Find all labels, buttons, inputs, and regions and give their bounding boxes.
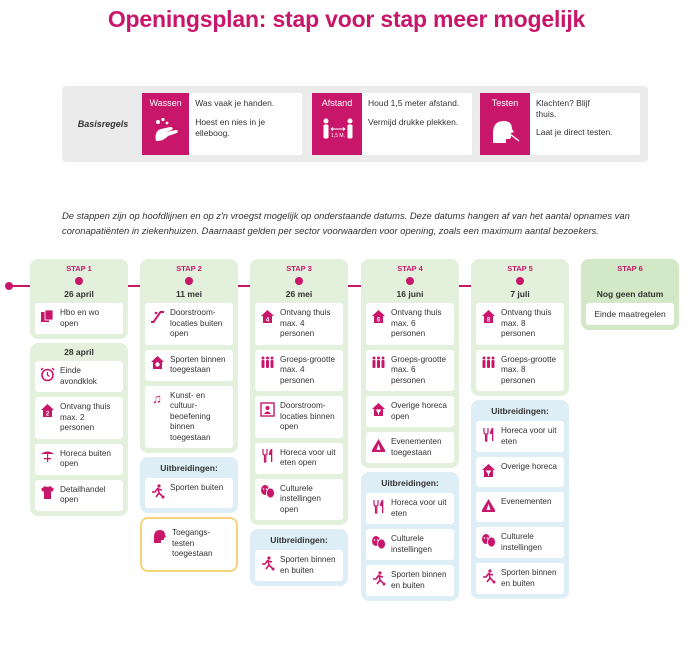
timeline-dot	[406, 277, 414, 285]
svg-text:2: 2	[45, 411, 49, 417]
timeline-dot	[295, 277, 303, 285]
rule-afstand	[312, 93, 472, 155]
intro-text: De stappen zijn op hoofdlijnen en op z'n vroegst mogelijk op onderstaande datums. Deze datums hangen af van het aantal opnames van coronapatiënten in ziekenhuizen. Daarnaast gelden per sector voorwaarden voor opening, zoals een maximum aantal bezoekers.	[62, 210, 630, 236]
escalator-icon	[149, 308, 165, 324]
measure-text: Sporten binnen en buiten	[280, 555, 336, 575]
group-icon	[259, 355, 275, 371]
measure-card	[255, 396, 343, 438]
page-title: Openingsplan: stap voor stap meer mogelijk	[107, 6, 586, 32]
hands-wash-icon	[152, 117, 182, 143]
timeline-dot	[75, 277, 83, 285]
rule-afstand-title: Afstand	[321, 98, 353, 108]
music-icon: ♫	[152, 391, 162, 406]
house-4-icon	[259, 308, 275, 324]
measure-card	[145, 386, 233, 449]
measure-card	[476, 492, 564, 522]
measure-card	[255, 350, 343, 392]
rule-wassen-title: Wassen	[149, 98, 182, 108]
step-3-stage	[250, 259, 348, 525]
rule-wassen-line-2: Hoest en nies in je elleboog.	[195, 117, 266, 138]
measure-card	[476, 457, 564, 487]
measure-card	[145, 478, 233, 508]
masks-icon	[370, 534, 386, 550]
measure-text: Culturele instellingen open	[280, 483, 321, 514]
measure-card	[476, 421, 564, 452]
measure-text: Ontvang thuis max. 6 personen	[391, 308, 442, 338]
step-6-date: Nog geen datum	[596, 289, 664, 299]
tent-icon	[480, 497, 496, 513]
tent-icon	[370, 437, 386, 453]
extensions-label: Uitbreidingen:	[381, 478, 439, 488]
house-6-icon	[370, 308, 386, 324]
measure-card	[255, 550, 343, 581]
measure-card	[476, 350, 564, 392]
measure-card	[366, 432, 454, 463]
timeline-dot	[516, 277, 524, 285]
step-4-stage	[361, 259, 459, 468]
measure-text: Overige horeca	[501, 462, 557, 471]
rule-testen-line-2: Laat je direct testen.	[536, 127, 613, 137]
svg-text:1,5 M.: 1,5 M.	[331, 133, 345, 139]
rule-afstand-line-2: Vermijd drukke plekken.	[368, 117, 459, 127]
step-1-column	[30, 259, 128, 520]
measure-text: Groeps-grootte max. 4 personen	[280, 354, 336, 385]
group-icon	[480, 355, 496, 371]
step-4-column	[361, 259, 459, 605]
step-5-label: STAP 5	[507, 264, 533, 273]
step-2-label: STAP 2	[176, 264, 202, 273]
measure-card	[255, 443, 343, 474]
rule-afstand-text	[362, 93, 465, 155]
cutlery-icon	[480, 426, 496, 442]
measure-card	[35, 444, 123, 475]
measure-card	[366, 396, 454, 427]
step-4-date: 16 juni	[396, 289, 424, 299]
horeca-icon	[370, 401, 386, 417]
measure-card	[366, 350, 454, 392]
measure-text: Detailhandel open	[60, 484, 106, 504]
measure-text: Doorstroom-locaties buiten open	[170, 308, 223, 338]
step-3-extensions	[250, 529, 348, 586]
measure-text: Horeca voor uit eten	[501, 426, 557, 446]
step-1-stage	[30, 259, 128, 339]
rule-testen-head	[480, 93, 530, 155]
runner-icon	[149, 483, 165, 499]
measure-text: Ontvang thuis max. 4 personen	[280, 308, 331, 338]
measure-text: Ontvang thuis max. 8 personen	[501, 308, 552, 338]
masks-icon	[480, 532, 496, 548]
measure-text: Culturele instellingen	[501, 532, 542, 552]
measure-text: Sporten buiten	[170, 483, 224, 492]
measure-text: Culturele instellingen	[391, 534, 432, 554]
masks-icon	[259, 484, 275, 500]
test-swab-icon	[490, 117, 520, 145]
museum-icon	[259, 401, 275, 417]
step-5-column	[471, 259, 569, 603]
measure-card	[255, 303, 343, 345]
svg-text:6: 6	[376, 317, 380, 323]
distance-icon	[322, 117, 354, 143]
measure-text: Evenementen	[501, 497, 552, 506]
step-1b-stage	[30, 343, 128, 516]
runner-icon	[259, 555, 275, 571]
measure-card	[255, 479, 343, 521]
step-3-label: STAP 3	[286, 264, 312, 273]
measure-card	[366, 493, 454, 524]
measure-text: Doorstroom-locaties binnen open	[280, 401, 335, 431]
step-2-extra	[140, 517, 238, 572]
measure-card	[476, 527, 564, 558]
step-5-date: 7 juli	[510, 289, 530, 299]
measure-text: Einde avondklok	[60, 366, 97, 386]
rule-testen-text	[530, 93, 619, 155]
measure-card	[366, 529, 454, 560]
measure-card	[145, 303, 233, 345]
measure-text: Evenementen toegestaan	[391, 437, 442, 457]
svg-text:8: 8	[486, 317, 490, 323]
measure-card	[35, 361, 123, 392]
step-6-column	[581, 259, 679, 334]
head-icon	[151, 528, 167, 544]
measure-text: Overige horeca open	[391, 401, 447, 421]
shirt-icon	[39, 485, 55, 501]
group-icon	[370, 355, 386, 371]
step-2-stage	[140, 259, 238, 453]
rule-wassen	[142, 93, 302, 155]
runner-icon	[480, 568, 496, 584]
measure-text: Horeca voor uit eten open	[280, 447, 336, 467]
measure-text: Sporten binnen toegestaan	[170, 354, 226, 374]
measure-card	[476, 303, 564, 345]
rule-afstand-head	[312, 93, 362, 155]
step-6-label: STAP 6	[617, 264, 643, 273]
books-icon	[39, 308, 55, 324]
measure-text: Groeps-grootte max. 8 personen	[501, 354, 557, 385]
measure-text: Sporten binnen en buiten	[501, 568, 557, 588]
step-6-text: Einde maatregelen	[586, 303, 674, 325]
step-6-stage	[581, 259, 679, 330]
cutlery-icon	[370, 498, 386, 514]
step-5-extensions	[471, 400, 569, 599]
timeline-start-dot	[5, 282, 13, 290]
house-8-icon	[480, 308, 496, 324]
rule-wassen-line-1: Was vaak je handen.	[195, 98, 275, 108]
measure-card	[35, 480, 123, 511]
measure-card	[366, 303, 454, 345]
measure-text: Groeps-grootte max. 6 personen	[391, 354, 447, 385]
step-3-column	[250, 259, 348, 590]
step-5-stage	[471, 259, 569, 396]
rule-testen	[480, 93, 640, 155]
sports-icon	[149, 355, 165, 371]
timeline-dot	[185, 277, 193, 285]
step-2-column	[140, 259, 238, 576]
measure-card	[147, 523, 231, 565]
step-2-date: 11 mei	[176, 289, 202, 299]
step-1-date: 26 april	[64, 289, 94, 299]
extensions-label: Uitbreidingen:	[491, 406, 549, 416]
step-3-date: 26 mei	[285, 289, 313, 299]
measure-card	[476, 563, 564, 594]
measure-text: Toegangs-testen toegestaan	[172, 528, 213, 558]
measure-card	[35, 397, 123, 439]
measure-text: Sporten binnen en buiten	[391, 570, 447, 590]
cutlery-icon	[259, 448, 275, 464]
rule-testen-line-1: Klachten? Blijf thuis.	[536, 98, 590, 119]
terrace-icon	[39, 449, 55, 465]
measure-card	[145, 350, 233, 381]
step-4-extensions	[361, 472, 459, 601]
step-1-label: STAP 1	[66, 264, 92, 273]
extensions-label: Uitbreidingen:	[160, 463, 218, 473]
measure-text: Horeca voor uit eten	[391, 498, 447, 518]
rule-testen-title: Testen	[491, 98, 519, 108]
step-1b-date: 28 april	[64, 347, 94, 357]
horeca-icon	[480, 462, 496, 478]
rule-wassen-head	[142, 93, 189, 155]
svg-text:4: 4	[265, 317, 269, 323]
measure-card	[366, 565, 454, 596]
measure-text: Hbo en wo open	[60, 308, 100, 328]
rule-afstand-line-1: Houd 1,5 meter afstand.	[368, 98, 460, 108]
runner-icon	[370, 570, 386, 586]
measure-text: Kunst- en cultuur-beoefening binnen toegestaan	[170, 390, 211, 442]
alarm-clock-icon	[39, 366, 55, 382]
measure-text: Ontvang thuis max. 2 personen	[60, 402, 111, 432]
measure-text: Horeca buiten open	[60, 448, 111, 468]
basisregels-panel	[62, 86, 648, 162]
basisregels-label: Basisregels	[77, 119, 129, 129]
measure-card	[35, 303, 123, 334]
rule-wassen-text	[189, 93, 302, 155]
step-2-extensions	[140, 457, 238, 513]
house-2-icon	[39, 402, 55, 418]
extensions-label: Uitbreidingen:	[270, 535, 328, 545]
step-4-label: STAP 4	[397, 264, 423, 273]
